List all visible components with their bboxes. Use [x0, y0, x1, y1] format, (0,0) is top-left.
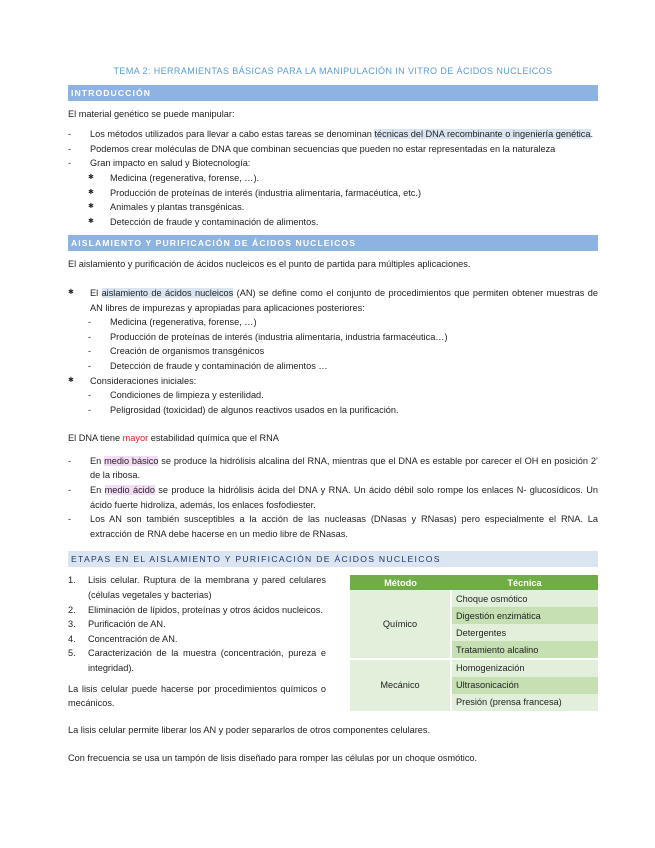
aislamiento-list — [68, 286, 598, 315]
list-item: - Los métodos utilizados para llevar a cabo estas tareas se denominan técnicas del DNA recombinante o ingeniería genética. — [68, 127, 598, 142]
aislamiento-intro: El aislamiento y purificación de ácidos nucleicos es el punto de partida para múltiples aplicaciones. — [68, 259, 471, 270]
list-item: - Los AN son también susceptibles a la acción de las nucleasas (DNasas y RNasas) pero especialmente el RNA. La extracción de RNA debe hacerse en un medio libre de RNasas. — [68, 512, 598, 541]
table-cell: Presión (prensa francesa) — [451, 694, 598, 711]
document-title: TEMA 2: HERRAMIENTAS BÁSICAS PARA LA MANIPULACIÓN IN VITRO DE ÁCIDOS NUCLEICOS — [113, 66, 553, 76]
column-header-tecnica: Técnica — [451, 575, 598, 590]
hidrolisis-list — [68, 454, 598, 542]
consideraciones-sublist — [68, 388, 598, 417]
section-heading-introduccion: INTRODUCCIÓN — [68, 85, 598, 101]
table-row — [350, 590, 598, 607]
list-item: - Medicina (regenerativa, forense, …) — [88, 315, 598, 330]
list-item: - Producción de proteínas de interés (industria alimentaria, industria farmacéutica…) — [88, 330, 598, 345]
document-page — [68, 64, 598, 766]
lisis-paragraph: La lisis celular puede hacerse por procedimientos químicos o mecánicos. — [68, 683, 326, 709]
final-paragraph-2: Con frecuencia se usa un tampón de lisis diseñado para romper las células por un choque osmótico. — [68, 753, 478, 764]
list-item: ✱ Animales y plantas transgénicas. — [88, 200, 598, 215]
list-item: - Creación de organismos transgénicos — [88, 344, 598, 359]
highlight: medio básico — [104, 455, 159, 466]
method-cell-quimico: Químico — [350, 590, 451, 659]
table-cell: Choque osmótico — [451, 590, 598, 607]
etapas-left-column — [68, 573, 326, 710]
list-item: - En medio ácido se produce la hidrólisis ácida del DNA y RNA. Un ácido débil solo rompe los enlaces N- glucosídicos. Un ácido fuerte hidroliza, además, los enlaces fosfodiester. — [68, 483, 598, 512]
table-cell: Tratamiento alcalino — [451, 641, 598, 659]
estabilidad-paragraph: El DNA tiene mayor estabilidad química que el RNA — [68, 433, 279, 444]
list-item: - Gran impacto en salud y Biotecnología: — [68, 156, 598, 171]
table-cell: Ultrasonicación — [451, 677, 598, 694]
etapas-list — [68, 573, 326, 675]
highlight: técnicas del DNA recombinante o ingeniería genética — [374, 129, 591, 140]
techniques-table — [350, 575, 598, 710]
list-item: 1. Lisis celular. Ruptura de la membrana y pared celulares (células vegetales y bacterias) — [68, 575, 326, 601]
table-row — [350, 659, 598, 677]
red-emphasis: mayor — [122, 433, 149, 444]
list-item: 4. Concentración de AN. — [68, 633, 178, 644]
intro-paragraph: El material genético se puede manipular: — [68, 108, 235, 119]
list-item: ✱ Producción de proteínas de interés (industria alimentaria, farmacéutica, etc.) — [88, 186, 598, 201]
aislamiento-sublist — [68, 315, 598, 373]
list-item: - Podemos crear moléculas de DNA que combinan secuencias que pueden no estar representadas en la naturaleza — [68, 142, 598, 157]
list-item: - En medio básico se produce la hidrólisis alcalina del RNA, mientras que el DNA es estable por carecer el OH en posición 2’ de la ribosa. — [68, 454, 598, 483]
consideraciones-list — [68, 374, 598, 389]
list-item: 3. Purificación de AN. — [68, 619, 166, 630]
impact-sublist — [68, 171, 598, 229]
list-item: - Condiciones de limpieza y esterilidad. — [88, 388, 598, 403]
list-item: ✱ El aislamiento de ácidos nucleicos (AN) se define como el conjunto de procedimientos que permiten obtener muestras de AN libres de impurezas y apropiadas para aplicaciones posteriores: — [68, 286, 598, 315]
list-item: ✱ Consideraciones iniciales: — [68, 374, 598, 389]
highlight: aislamiento de ácidos nucleicos — [101, 287, 234, 298]
intro-list — [68, 127, 598, 171]
method-cell-mecanico: Mecánico — [350, 659, 451, 711]
table-header-row — [350, 575, 598, 590]
column-header-metodo: Método — [350, 575, 451, 590]
list-item: - Detección de fraude y contaminación de alimentos … — [88, 359, 598, 374]
list-item: 2. Eliminación de lípidos, proteínas y otros ácidos nucleicos. — [68, 604, 323, 615]
etapas-row — [68, 573, 598, 710]
list-item: - Peligrosidad (toxicidad) de algunos reactivos usados en la purificación. — [88, 403, 598, 418]
table-cell: Detergentes — [451, 624, 598, 641]
final-paragraph-1: La lisis celular permite liberar los AN y poder separarlos de otros componentes celulares. — [68, 724, 431, 735]
table-cell: Homogenización — [451, 659, 598, 677]
section-heading-etapas: ETAPAS EN EL AISLAMIENTO Y PURIFICACIÓN DE ÁCIDOS NUCLEICOS — [68, 551, 598, 567]
table-cell: Digestión enzimática — [451, 607, 598, 624]
list-item: 5. Caracterización de la muestra (concentración, pureza e integridad). — [68, 648, 326, 673]
section-heading-aislamiento: AISLAMIENTO Y PURIFICACIÓN DE ÁCIDOS NUCLEICOS — [68, 235, 598, 251]
highlight: medio ácido — [104, 485, 155, 496]
list-item: ✱ Detección de fraude y contaminación de alimentos. — [88, 215, 598, 230]
list-item: ✱ Medicina (regenerativa, forense, …). — [88, 171, 598, 186]
